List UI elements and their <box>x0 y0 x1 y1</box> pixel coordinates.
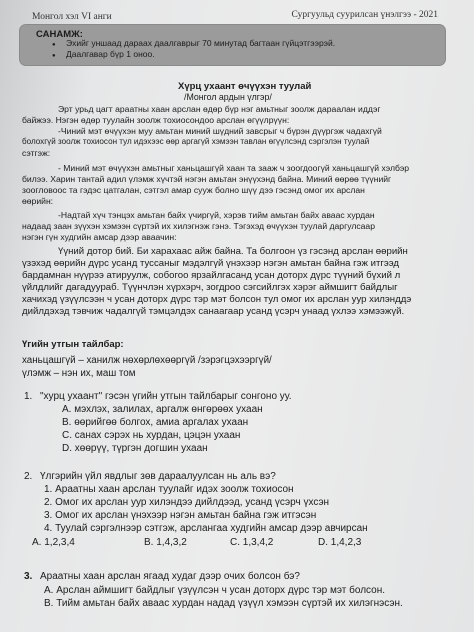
passage-line: дийлдэхэд тэвчиж чадалгүй тэмцэлдэх санаагаар усанд үсэрч унаад үхлээ хэмээжүй. <box>22 306 405 317</box>
sequence-item: 3. Омог их арслан үнэхээр нэгэн амьтан байна гэж итгэсэн <box>44 510 317 521</box>
passage-line: бардамнан нүүрээ атируулж, собогоо ярзайлгасанд усан доторх дүрс түүний бүхий л <box>22 270 401 281</box>
answer-option: B. Тийм амьтан байх аваас хурдан надад үзүүл хэмээн сүртэй их хилэгнэсэн. <box>44 598 403 609</box>
sequence-item: 1. Араатны хаан арслан туулайг идэх зоолж тохиосон <box>44 484 294 495</box>
passage-line: билээ. Харин тантай адил үлэмж хүчтэй нэгэн амьтан энүүхэнд байна. Миний өөрөө түүнийг <box>22 174 392 184</box>
exam-title: Сургуульд суурилсан үнэлгээ - 2021 <box>291 10 438 20</box>
answer-option: D. 1,4,2,3 <box>318 537 362 548</box>
passage-line: зоогловоос та гэдэс цатгалан, сэтгэл амар сууж болно шүү дээ гэсэнд омог их арслан <box>22 185 365 195</box>
passage-line: надаад заан зүүхэн хэмээн сүртэй их хилэгнэж гэнэ. Тэгэхэд өчүүхэн туулай даргулсаар <box>22 221 375 231</box>
passage-line: үзэхэд өөрийн дүрс усанд туссаныг мэдэлгүй үнэхээр нэгэн амьтан байна гэж итгээд <box>22 258 400 269</box>
passage-line: сэтгэж: <box>22 148 51 158</box>
passage-line: өөрийн: <box>22 196 54 206</box>
passage-line: хачихэд үзүүлсээн ч усан доторх дүрс тэр мэт болсон тул омог их арслан уур хилэнддэ <box>22 294 412 305</box>
passage-subtitle: /Монгол ардын үлгэр/ <box>184 92 272 102</box>
grade-label: Монгол хэл VI анги <box>32 12 112 22</box>
passage-line: байжээ. Нэгэн өдөр туулайн зоолж тохиосондоо арслан өгүүлрүүн: <box>22 115 290 125</box>
passage-line: -Чиний мэт өчүүхэн муу амьтан миний шүдний завсрыг ч бүрэн дүүргэж чадахгүй <box>58 126 382 136</box>
notice-title: САНАМЖ: <box>36 29 83 40</box>
question-text: "хурц ухаант" гэсэн үгийн утгын тайлбарыг сонгоно уу. <box>40 391 292 402</box>
notice-item: ● Даалгавар бүр 1 оноо. <box>66 49 335 60</box>
answer-option: C. 1,3,4,2 <box>230 537 274 548</box>
sequence-item: 2. Омог их арслан уур хилэндээ дийлдээд, усанд үсэрч үхсэн <box>44 497 330 508</box>
passage-line: болохгүй зоолж тохиосон тул идэхээс өөр аргагүй хэмээн тавлан өгүүлсэнд сэргэлэн туулай <box>22 137 370 146</box>
question-number: 1. <box>24 391 33 402</box>
question-number: 2. <box>24 471 33 482</box>
passage-line: - Миний мэт өчүүхэн амьтныг ханьцашгүй хаан та зааж ч зоогдоогүй ханьцашгүй хэлбэр <box>58 163 409 173</box>
passage-line: нэгэн гүн худгийн амсар дээр аваачин: <box>22 232 177 242</box>
passage-line: -Надтай хүч тэнцэх амьтан байх үчиргүй, хэрэв тийм амьтан байх аваас хурдан <box>58 210 375 220</box>
answer-option: B. 1,4,3,2 <box>144 537 187 548</box>
passage-line: Эрт урьд цагт араатны хаан арслан өдөр бүр нэг амьтныг зоолж дараалан иддэг <box>58 104 381 114</box>
glossary-title: Үгийн утгын тайлбар: <box>22 339 124 350</box>
answer-option: A. мэхлэх, залилах, аргалж өнгөрөөх ухаан <box>62 404 263 415</box>
answer-option: B. өөрийгөө болгох, амиа аргалах ухаан <box>62 417 249 428</box>
passage-line: үйлдлийг дагадуураб. Түүнчлэн хүрхэрч, зогдроо сэгсийлгэх хэрэг аймшигт байдлыг <box>22 282 398 293</box>
notice-box <box>20 25 445 65</box>
passage-line: Үүний дотор бий. Би харахаас айж байна. Та болгоон үз гэсэнд арслан өөрийн <box>58 246 408 257</box>
notice-item: ● Эхийг уншаад дараах даалгаврыг 70 минутад багтаан гүйцэтгээрэй. <box>66 38 335 49</box>
answer-option: C. санах сэрэх нь хурдан, цэцэн ухаан <box>62 430 241 441</box>
glossary-line: үлэмж – нэн их, маш том <box>22 368 136 379</box>
passage-title: Хүрц ухаант өчүүхэн туулай <box>178 81 312 92</box>
question-number: 3. <box>24 571 33 582</box>
notice-list <box>66 38 335 60</box>
question-text: Араатны хаан арслан ягаад худаг дээр очих болсон бэ? <box>40 571 300 582</box>
answer-option: A. 1,2,3,4 <box>32 537 75 548</box>
answer-option: D. хөөрүү, түргэн догшин ухаан <box>62 443 208 454</box>
question-text: Үлгэрийн үйл явдлыг зөв дараалуулсан нь аль вэ? <box>40 471 276 482</box>
glossary-line: ханьцашгүй – ханилж нөхөрлөхөөргүй /зэрэгцэхээргүй/ <box>22 355 272 366</box>
sequence-item: 4. Туулай сэргэлнээр сэтгэж, арслангаа худгийн амсар дээр авчирсан <box>44 523 368 534</box>
answer-option: A. Арслан аймшигт байдлыг үзүүлсэн ч усан доторх дүрс тэр мэт болсон. <box>44 585 386 596</box>
